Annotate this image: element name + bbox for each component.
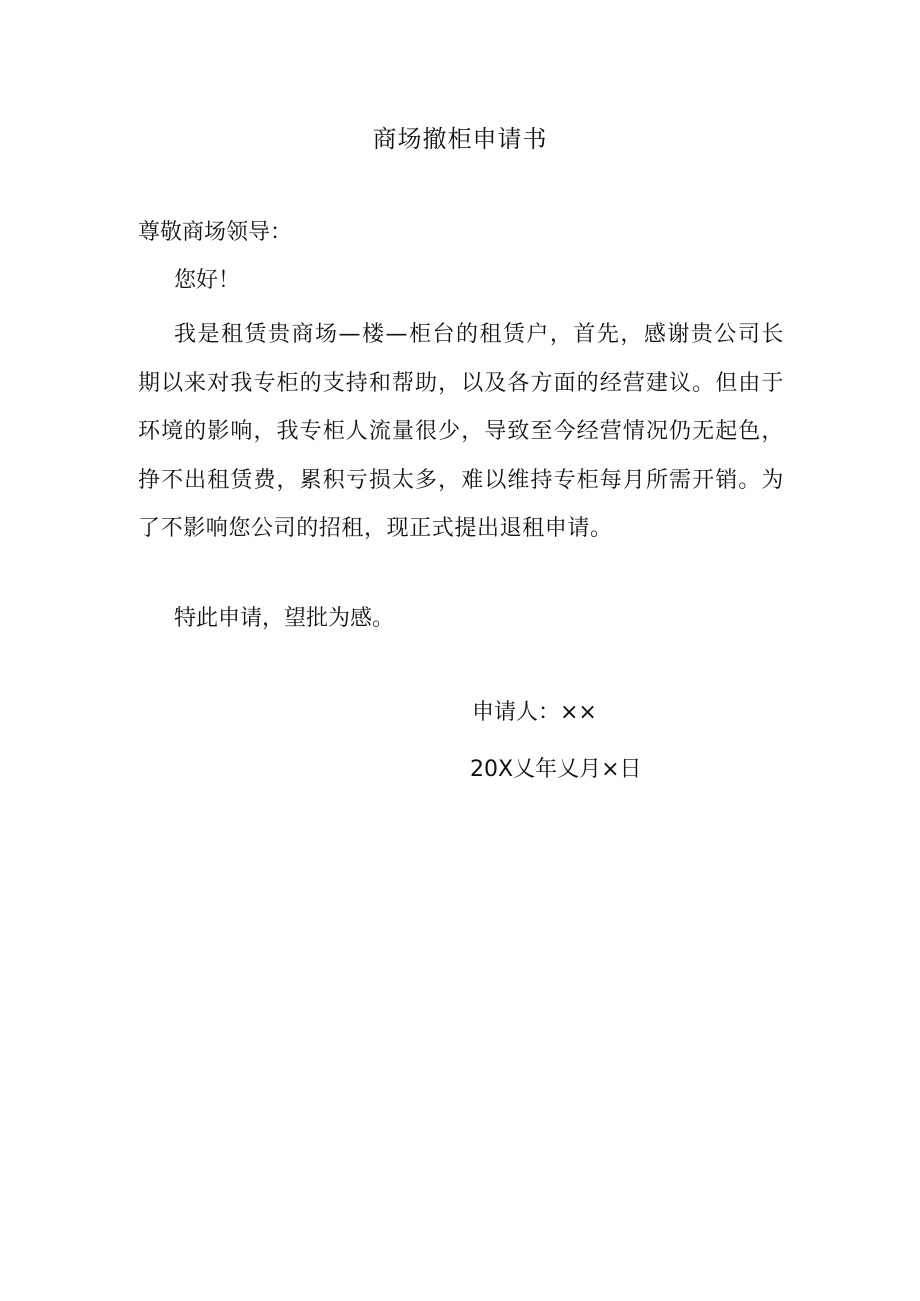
application-date: 20X乂年乂月×日: [470, 757, 642, 782]
closing-line: 特此申请，望批为感。: [174, 606, 395, 631]
greeting: 您好！: [174, 268, 241, 293]
salutation: 尊敬商场领导：: [138, 220, 293, 245]
document-title: 商场撤柜申请书: [372, 125, 548, 153]
applicant-signature: 申请人：××: [472, 700, 597, 725]
body-paragraph: 我是租赁贵商场—楼—柜台的租赁户，首先，感谢贵公司长期以来对我专柜的支持和帮助，以及各方面的经营建议。但由于环境的影响，我专柜人流量很少，导致至今经营情况仍无起色，挣不出租赁费，累积亏损太多，难以维持专柜每月所需开销。为了不影响您公司的招租，现正式提出退租申请。: [138, 322, 784, 541]
